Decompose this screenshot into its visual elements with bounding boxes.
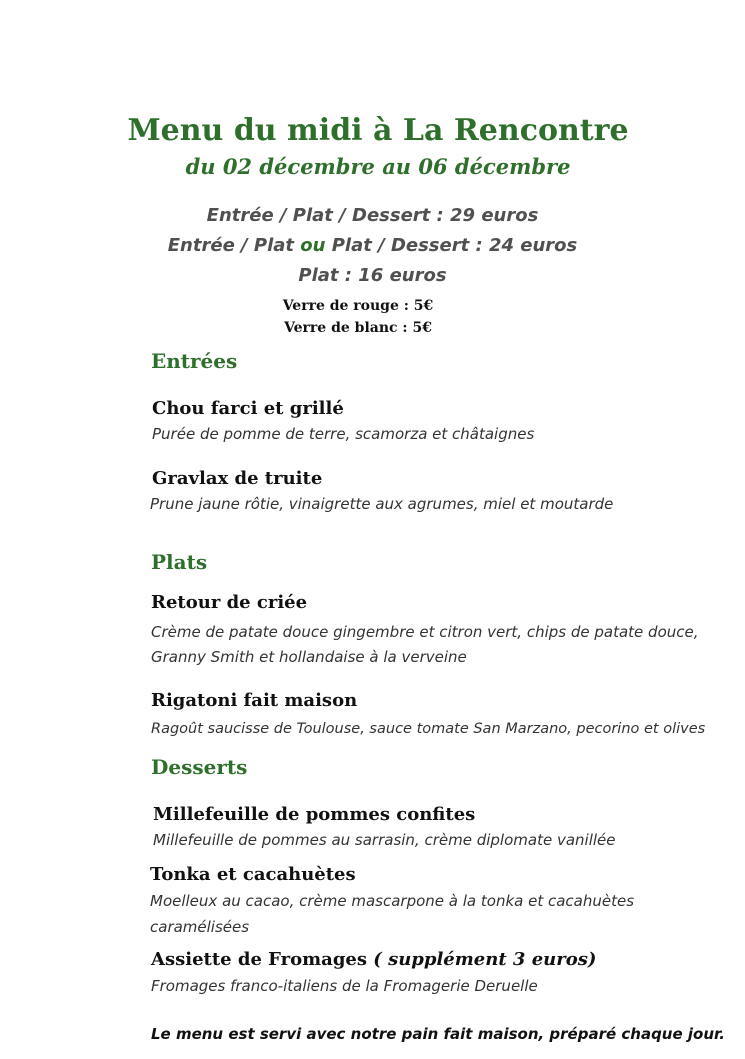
dish-name-text: Assiette de Fromages xyxy=(151,949,374,970)
dish-name: Tonka et cacahuètes xyxy=(150,864,356,885)
supplement-note: ( supplément 3 euros) xyxy=(373,949,597,970)
dish-description: Prune jaune rôtie, vinaigrette aux agrumes, miel et moutarde xyxy=(150,495,614,513)
dish-name: Rigatoni fait maison xyxy=(151,690,358,711)
dish-name: Retour de criée xyxy=(151,592,308,613)
dish-name: Gravlax de truite xyxy=(152,468,323,489)
dish-description: Granny Smith et hollandaise à la verveine xyxy=(151,648,467,666)
dish-description: Crème de patate douce gingembre et citron vert, chips de patate douce, xyxy=(151,623,699,641)
price-or-word: ou xyxy=(300,235,326,256)
dish-description: Moelleux au cacao, crème mascarpone à la tonka et cacahuètes xyxy=(150,892,635,910)
dish-name: Chou farci et grillé xyxy=(152,398,344,419)
page-title: Menu du midi à La Rencontre xyxy=(127,113,629,148)
section-heading-plats: Plats xyxy=(151,550,208,574)
section-heading-desserts: Desserts xyxy=(151,755,248,779)
price-three-courses: Entrée / Plat / Dessert : 29 euros xyxy=(206,205,539,226)
footer-note: Le menu est servi avec notre pain fait maison, préparé chaque jour. xyxy=(151,1025,725,1043)
price-main-only: Plat : 16 euros xyxy=(298,265,447,286)
dish-description: Ragoût saucisse de Toulouse, sauce tomate San Marzano, pecorino et olives xyxy=(151,721,706,737)
price-two-courses xyxy=(0,235,745,256)
dish-name xyxy=(151,949,596,970)
wine-white-price: Verre de blanc : 5€ xyxy=(284,320,432,336)
dish-name: Millefeuille de pommes confites xyxy=(153,804,476,825)
dish-description: Purée de pomme de terre, scamorza et châtaignes xyxy=(152,425,535,443)
dish-description: Millefeuille de pommes au sarrasin, crème diplomate vanillée xyxy=(153,831,616,849)
dish-description: Fromages franco-italiens de la Fromagerie Deruelle xyxy=(151,977,538,995)
wine-red-price: Verre de rouge : 5€ xyxy=(282,298,434,314)
section-heading-entrees: Entrées xyxy=(151,349,238,373)
date-range: du 02 décembre au 06 décembre xyxy=(185,154,571,179)
dish-description: caramélisées xyxy=(150,918,250,936)
price-two-courses-b: Plat / Dessert : 24 euros xyxy=(325,235,578,256)
price-two-courses-a: Entrée / Plat xyxy=(167,235,301,256)
